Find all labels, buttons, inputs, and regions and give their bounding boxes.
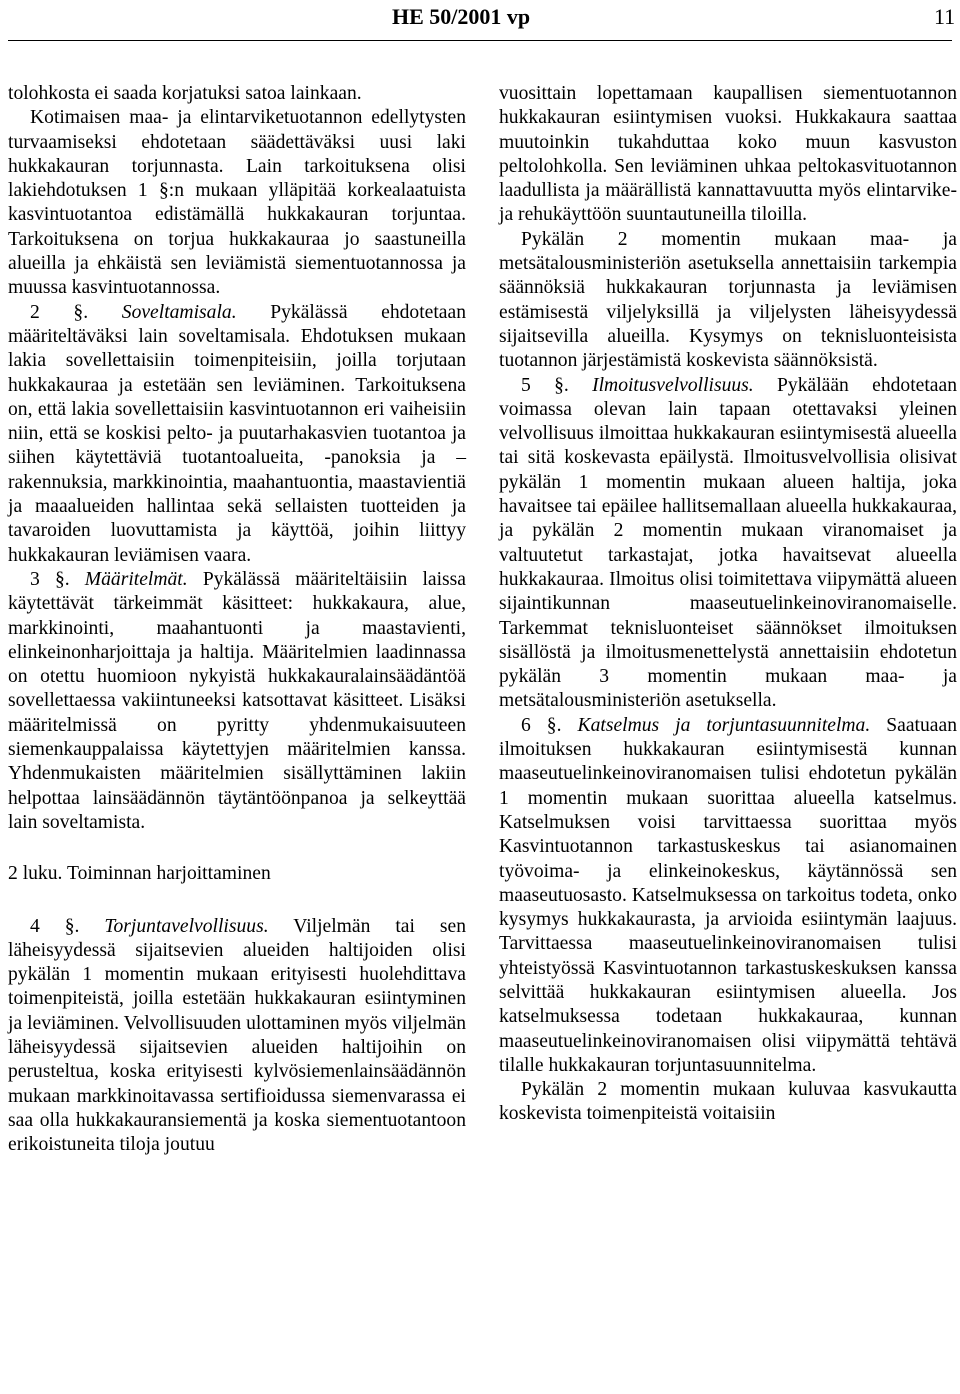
section-paragraph	[8, 568, 466, 835]
paragraph-text: Kotimaisen maa- ja elintarviketuotannon edellytysten turvaamiseksi ehdotetaan säädettäväksi uusi laki hukkakauran torjunnasta. Lain tarkoituksena olisi lakiehdotuksen 1 §:n mukaan ylläpitää korkealaatuista kasvintuotantoa edistämällä hukkakauran torjuntaa. Tarkoituksena on torjua hukkakauraa jo saastuneilla alueilla ja ehkäistä sen leviämistä siementuotannossa ja muussa kasvintuotannossa.	[8, 107, 466, 299]
paragraph-text: Pykälään ehdotetaan voimassa olevan lain tapaan otettavaksi yleinen velvollisuus ilmoittaa hukkakauran esiintymisestä alueella tai sitä koskevasta epäilystä. Ilmoitusvelvollisia olisivat pykälän 1 momentin mukaan alueen haltija, joka havaitsee tai epäilee hallitsemallaan alueella hukkakauraa, ja pykälän 2 momentin mukaan viranomaiset ja valtuutetut tarkastajat, jotka havaitsevat alueella hukkakauraa. Ilmoitus olisi toimitettava viipymättä alueen sijaintikunnan maaseutuelinkeinoviranomaiselle. Tarkemmat teknisluonteiset säännökset ilmoituksen sisällöstä ja ilmoitusmenettelystä annettaisiin ehdotetun pykälän 3 momentin mukaan maa- ja metsätalousministeriön asetuksella.	[499, 374, 957, 712]
section-number: 6 §.	[521, 714, 562, 736]
page-header	[0, 0, 960, 40]
paragraph-text: Pykälässä määriteltäisiin laissa käytettävät tärkeimmät käsitteet: hukkakaura, alue, markkinointi, maahantuonti ja maastavienti, elinkeinonharjoittaja ja haltija. Määritelmien laadinnassa on otettu huomioon nykyistä hukkakauralainsäädäntöä sovellettaessa vakiintuneeksi katsottavat käsitteet. Lisäksi määritelmissä on pyritty yhdenmukaisuuteen siemenkauppalaissa käytettyjen määritelmien kanssa. Yhdenmukaisten määritelmien sisällyttäminen lakiin helpottaa lainsäädännön täytäntöönpanoa ja selkeyttää lain soveltamista.	[8, 568, 466, 833]
body-paragraph	[499, 228, 957, 374]
body-paragraph	[8, 82, 466, 106]
paragraph-text: Pykälässä ehdotetaan määriteltäväksi lain soveltamisala. Ehdotuksen mukaan lakia sovellettaisiin toimenpiteisiin, joilla torjutaan hukkakauraa ja estetään sen leviäminen. Tarkoituksena on, että lakia sovellettaisiin kasvintuotannon eri vaiheisiin niin, että se koskisi pelto- ja puutarhakasvien tuotantoa ja siihen käytettäviä tuotantoalueita, -panoksia ja –rakennuksia, markkinointia, maahantuontia, maastavientiä ja maaalueiden hallintaa sekä sellaisten tuotteiden ja tavaroiden luovuttamista ja käyttöä, joihin liittyy hukkakauran leviämisen vaara.	[8, 301, 466, 566]
section-heading: Soveltamisala.	[121, 301, 237, 323]
section-paragraph	[8, 301, 466, 568]
section-number: 2 §.	[30, 301, 89, 323]
header-rule	[8, 40, 952, 41]
paragraph-text: Pykälän 2 momentin mukaan kuluvaa kasvukautta koskevista toimenpiteistä voitaisiin	[499, 1079, 957, 1125]
document-id: HE 50/2001 vp	[392, 4, 531, 29]
section-heading: Ilmoitusvelvollisuus.	[592, 374, 754, 396]
body-paragraph	[8, 106, 466, 300]
paragraph-text: Pykälän 2 momentin mukaan maa- ja metsätalousministeriön asetuksella annettaisiin tarkempia säännöksiä hukkakauran torjunnasta ja leviämisen estämisestä viljelyksillä ja viljelysten läheisyydessä sijaitsevilla alueilla. Kysymys on teknisluonteisista tuotannon järjestämistä koskevista säännöksistä.	[499, 228, 957, 372]
chapter-heading	[8, 862, 466, 886]
section-paragraph	[8, 915, 466, 1158]
chapter-heading-text: 2 luku. Toiminnan harjoittaminen	[8, 863, 271, 885]
section-heading: Torjuntavelvollisuus.	[104, 915, 269, 937]
body-paragraph	[499, 82, 957, 228]
section-number: 5 §.	[521, 374, 569, 396]
section-heading: Katselmus ja torjuntasuunnitelma.	[577, 714, 871, 736]
section-number: 4 §.	[30, 915, 80, 937]
section-number: 3 §.	[30, 568, 70, 590]
paragraph-text: vuosittain lopettamaan kaupallisen siementuotannon hukkakauran esiintymisen vuoksi. Hukkakaura saattaa muutoinkin tukahduttaa koko muun kasvuston peltolohkolla. Sen leviäminen uhkaa peltokasvituotannon laadullista ja määrällistä kannattavuutta myös elintarvike- ja rehukäyttöön suuntautuneilla tiloilla.	[499, 83, 957, 226]
right-column	[499, 82, 957, 1127]
left-column	[8, 82, 466, 1157]
section-paragraph	[499, 374, 957, 714]
section-paragraph	[499, 714, 957, 1078]
section-heading: Määritelmät.	[84, 568, 188, 590]
page-number: 11	[934, 4, 956, 29]
paragraph-text: Saatuaan ilmoituksen hukkakauran esiintymisestä kunnan maaseutuelinkeinoviranomaisen tulisi ehdotetun pykälän 1 momentin mukaan suorittaa alueella katselmus. Katselmuksen voisi tarvittaessa suorittaa myös Kasvintuotannon tarkastuskeskus tai asianomainen työvoima- ja elinkeinokeskus, käytännössä sen maaseutuosasto. Katselmuksessa on tarkoitus todeta, onko kysymys hukkakaurasta, ja arvioida esiintymän laajuus. Tarvittaessa maaseutuelinkeinoviranomaisen tulisi yhteistyössä Kasvintuotannon tarkastuskeskuksen kanssa selvittää hukkakauran esiintymisen alueella. Jos katselmuksessa todetaan hukkakauraa, kunnan maaseutuelinkeinoviranomaisen olisi viipymättä tehtävä tilalle hukkakauran torjuntasuunnitelma.	[499, 714, 957, 1076]
body-paragraph	[499, 1078, 957, 1127]
paragraph-text: tolohkosta ei saada korjatuksi satoa lainkaan.	[8, 83, 362, 104]
paragraph-text: Viljelmän tai sen läheisyydessä sijaitsevien alueiden haltijoiden olisi pykälän 1 momentin mukaan erityisesti huolehdittava toimenpiteistä, joilla estetään hukkakauran esiintyminen ja leviäminen. Velvollisuuden ulottaminen myös viljelmän läheisyydessä sijaitsevien alueiden haltijoihin on perusteltua, koska erityisesti kylvösiemenlainsäädännön mukaan markkinoitavassa sertifioidussa siemenvarassa ei saa olla hukkakauransiementä ja koska siementuotantoon erikoistuneita tiloja joutuu	[8, 915, 467, 1156]
